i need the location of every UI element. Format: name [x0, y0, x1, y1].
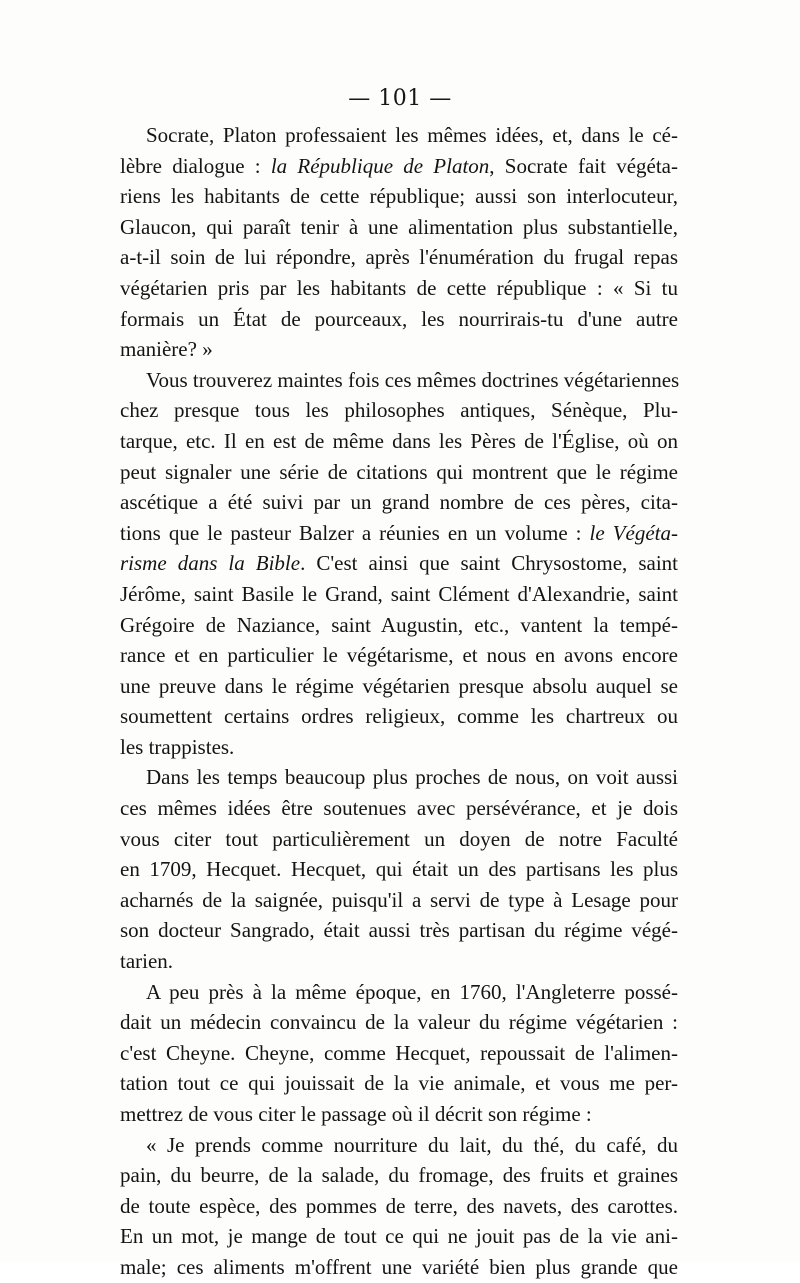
text-line [120, 824, 678, 855]
text-segment: mettrez de vous citer le passage où il décrit son régime : [120, 1102, 592, 1126]
text-line [120, 732, 678, 763]
text-line [120, 885, 678, 916]
body-text [120, 120, 678, 1283]
text-segment: , Socrate fait végéta- [489, 153, 678, 178]
text-segment: c'est Cheyne. Cheyne, comme Hecquet, repoussait de l'alimen- [120, 1040, 678, 1065]
text-segment: ascétique a été suivi par un grand nombre de ces pères, cita- [120, 490, 678, 515]
text-segment: Glaucon, qui paraît tenir à une alimentation plus substantielle, [120, 214, 678, 239]
text-segment: tarque, etc. Il en est de même dans les Pères de l'Église, où on [120, 428, 678, 453]
text-line [120, 640, 678, 671]
text-line [120, 334, 678, 365]
text-segment: les trappistes. [120, 734, 235, 759]
text-line [120, 151, 678, 182]
text-line [120, 457, 678, 488]
text-segment: Socrate, Platon professaient les mêmes idées, et, dans le cé- [146, 123, 678, 147]
text-line [120, 518, 678, 549]
text-line [120, 548, 678, 579]
text-line [120, 395, 678, 426]
text-segment: « Je prends comme nourriture du lait, du thé, du café, du [146, 1132, 678, 1157]
text-line [120, 1068, 678, 1099]
text-segment: en 1709, Hecquet. Hecquet, qui était un des partisans les plus [120, 857, 678, 882]
text-line [120, 304, 678, 335]
text-segment: lèbre dialogue : [120, 153, 271, 178]
text-line [120, 610, 678, 641]
text-segment: male; ces aliments m'offrent une variété bien plus grande que [120, 1254, 678, 1279]
text-line [120, 1130, 678, 1161]
text-line [120, 1038, 678, 1069]
text-segment: dait un médecin convaincu de la valeur du régime végétarien : [120, 1010, 678, 1035]
text-segment: son docteur Sangrado, était aussi très partisan du régime végé- [120, 918, 678, 943]
text-segment: tions que le pasteur Balzer a réunies en un volume : [120, 520, 590, 545]
text-segment: une preuve dans le régime végétarien presque absolu auquel se [120, 673, 678, 698]
text-line [120, 946, 678, 977]
text-line [120, 426, 678, 457]
text-segment: rance et en particulier le végétarisme, et nous en avons encore [120, 643, 678, 668]
text-line [120, 579, 678, 610]
text-line [120, 793, 678, 824]
text-segment: formais un État de pourceaux, les nourrirais-tu d'une autre [120, 306, 678, 331]
text-segment: végétarien pris par les habitants de cette république : « Si tu [120, 275, 678, 300]
text-segment: peut signaler une série de citations qui montrent que le régime [120, 459, 678, 484]
text-segment: En un mot, je mange de tout ce qui ne jouit pas de la vie ani- [120, 1224, 678, 1249]
text-segment: soumettent certains ordres religieux, comme les chartreux ou [120, 704, 678, 729]
text-segment: Jérôme, saint Basile le Grand, saint Clément d'Alexandrie, saint [120, 581, 678, 606]
text-segment: pain, du beurre, de la salade, du fromage, des fruits et graines [120, 1163, 678, 1188]
text-segment: . C'est ainsi que saint Chrysostome, saint [300, 551, 678, 576]
text-line [120, 977, 678, 1008]
italic-title: la République de Platon [270, 153, 490, 178]
text-segment: Vous trouverez maintes fois ces mêmes doctrines végétariennes [146, 367, 680, 392]
italic-title: le Végéta- [589, 520, 678, 545]
text-segment: riens les habitants de cette république; aussi son interlocuteur, [120, 184, 678, 209]
text-segment: A peu près à la même époque, en 1760, l'Angleterre possé- [146, 979, 678, 1004]
text-line [120, 1007, 678, 1038]
text-line [120, 915, 678, 946]
text-line [120, 212, 678, 243]
text-segment: ces mêmes idées être soutenues avec persévérance, et je dois [120, 796, 678, 821]
text-line [120, 365, 678, 396]
text-segment: tation tout ce qui jouissait de la vie animale, et vous me per- [120, 1071, 678, 1096]
text-line [120, 181, 678, 212]
text-line [120, 1252, 678, 1283]
text-segment: acharnés de la saignée, puisqu'il a servi de type à Lesage pour [120, 887, 678, 912]
text-line [120, 487, 678, 518]
text-segment: manière? » [120, 337, 213, 362]
text-segment: Dans les temps beaucoup plus proches de nous, on voit aussi [146, 765, 678, 790]
text-line [120, 701, 678, 732]
italic-title: risme dans la Bible [120, 551, 301, 576]
text-segment: chez presque tous les philosophes antiques, Sénèque, Plu- [120, 398, 678, 423]
text-line [120, 273, 678, 304]
text-segment: tarien. [120, 949, 174, 974]
text-segment: Grégoire de Naziance, saint Augustin, etc., vantent la tempé- [120, 612, 678, 637]
text-line [120, 671, 678, 702]
text-line [120, 1191, 678, 1222]
text-line [120, 762, 678, 793]
text-segment: vous citer tout particulièrement un doyen de notre Faculté [120, 826, 678, 851]
text-line [120, 120, 678, 151]
text-line [120, 1160, 678, 1191]
text-segment: de toute espèce, des pommes de terre, des navets, des carottes. [120, 1193, 678, 1218]
text-line [120, 1099, 678, 1130]
text-line [120, 242, 678, 273]
text-segment: a-t-il soin de lui répondre, après l'énumération du frugal repas [120, 245, 678, 270]
text-line [120, 1221, 678, 1252]
page-number: — 101 — [348, 86, 452, 111]
text-line [120, 854, 678, 885]
